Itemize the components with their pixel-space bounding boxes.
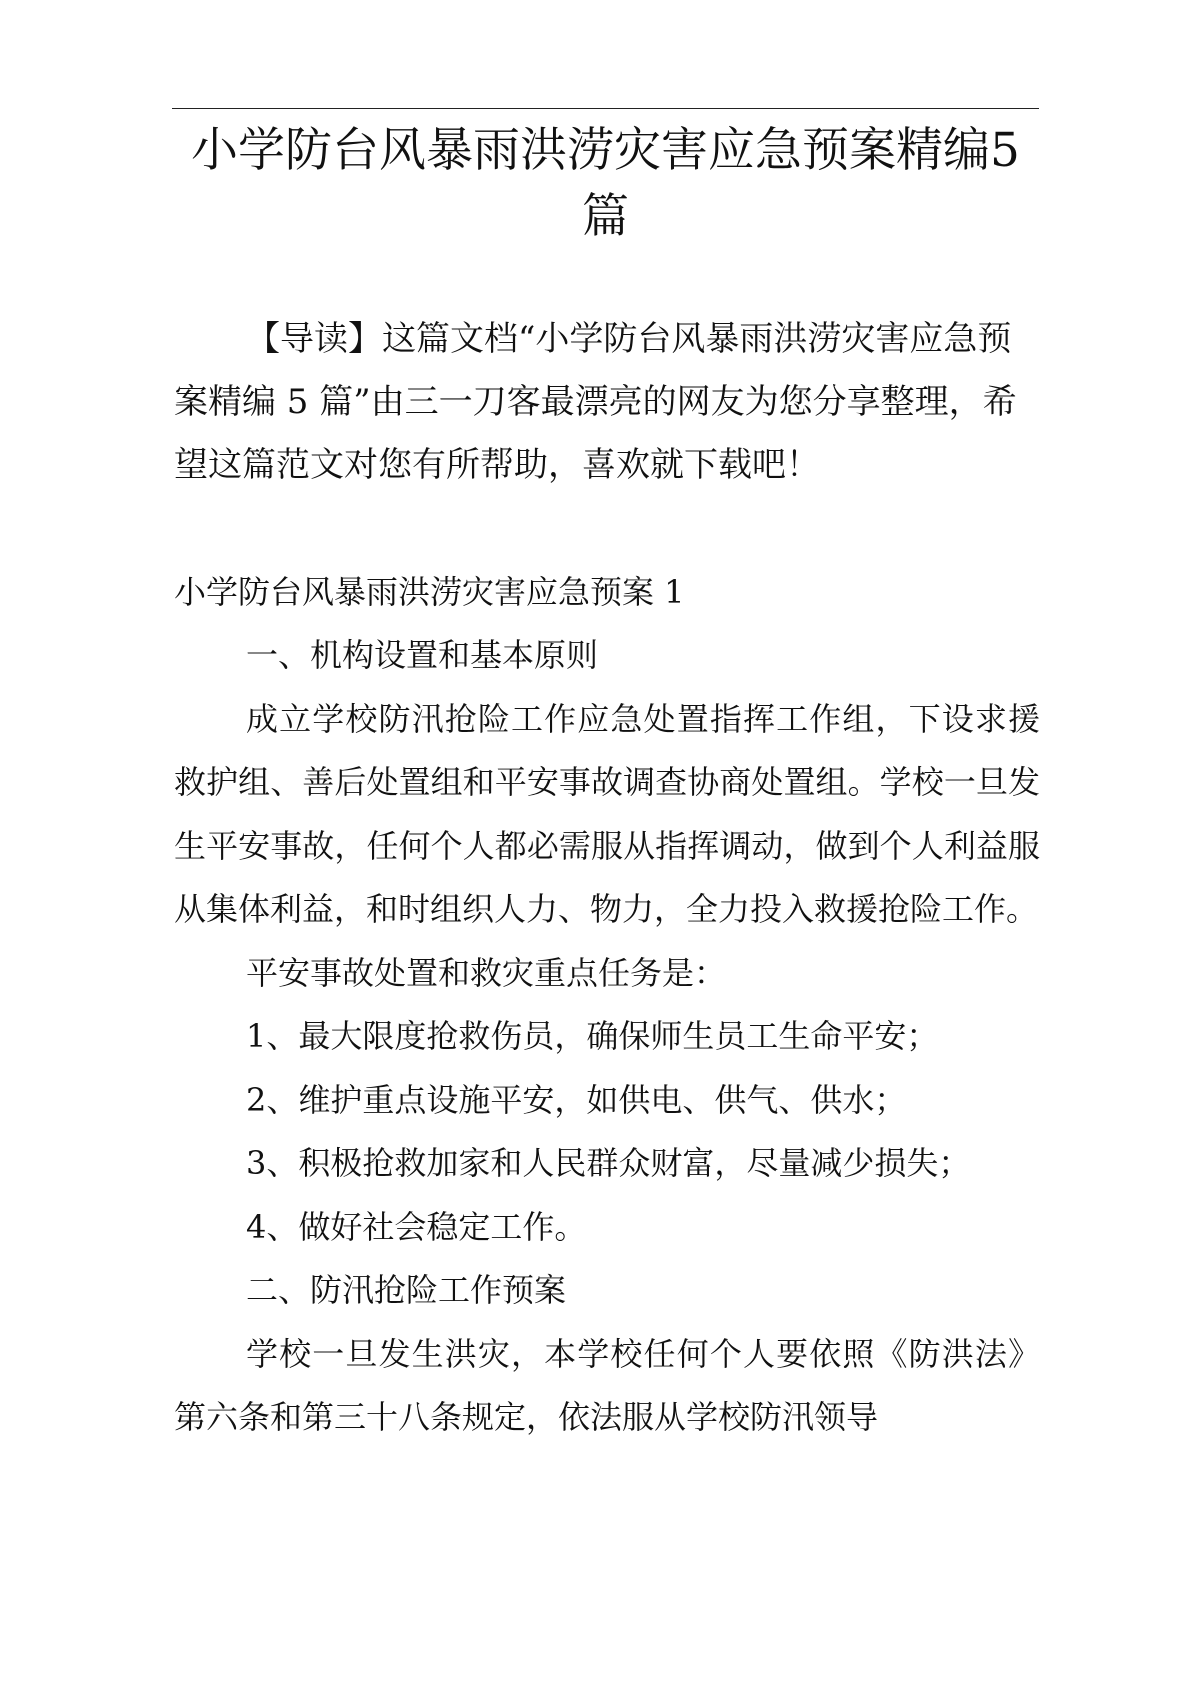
paragraph-organization: 成立学校防汛抢险工作应急处置指挥工作组，下设求援救护组、善后处置组和平安事故调查协商处置组。学校一旦发生平安事故，任何个人都必需服从指挥调动，做到个人利益服从集体利益，和时组织人力、物力，全力投入救援抢险工作。 — [174, 699, 1040, 928]
task-item-2: 2、维护重点设施平安，如供电、供气、供水； — [246, 1080, 907, 1119]
intro-paragraph: 【导读】这篇文档“小学防台风暴雨洪涝灾害应急预案精编 5 篇”由三一刀客最漂亮的网友为您分享整理，希望这篇范文对您有所帮助，喜欢就下载吧！ — [174, 319, 1017, 485]
document-title: 小学防台风暴雨洪涝灾害应急预案精编5篇 — [191, 123, 1020, 244]
task-item-3: 3、积极抢救加家和人民群众财富，尽量减少损失； — [246, 1144, 971, 1182]
paragraph-tasks-intro: 平安事故处置和救灾重点任务是： — [246, 953, 727, 992]
paragraph-flood-plan: 学校一旦发生洪灾，本学校任何个人要依照《防洪法》第六条和第三十八条规定，依法服从学校防汛领导 — [174, 1334, 1040, 1436]
heading-organization: 一、机构设置和基本原则 — [246, 636, 599, 674]
document-body — [174, 624, 1040, 1450]
section-title: 小学防台风暴雨洪涝灾害应急预案 1 — [174, 573, 685, 611]
header-rule — [172, 108, 1039, 109]
heading-flood-plan: 二、防汛抢险工作预案 — [246, 1271, 567, 1309]
task-item-4: 4、做好社会稳定工作。 — [246, 1207, 587, 1246]
task-item-1: 1、最大限度抢救伤员，确保师生员工生命平安； — [246, 1017, 939, 1055]
